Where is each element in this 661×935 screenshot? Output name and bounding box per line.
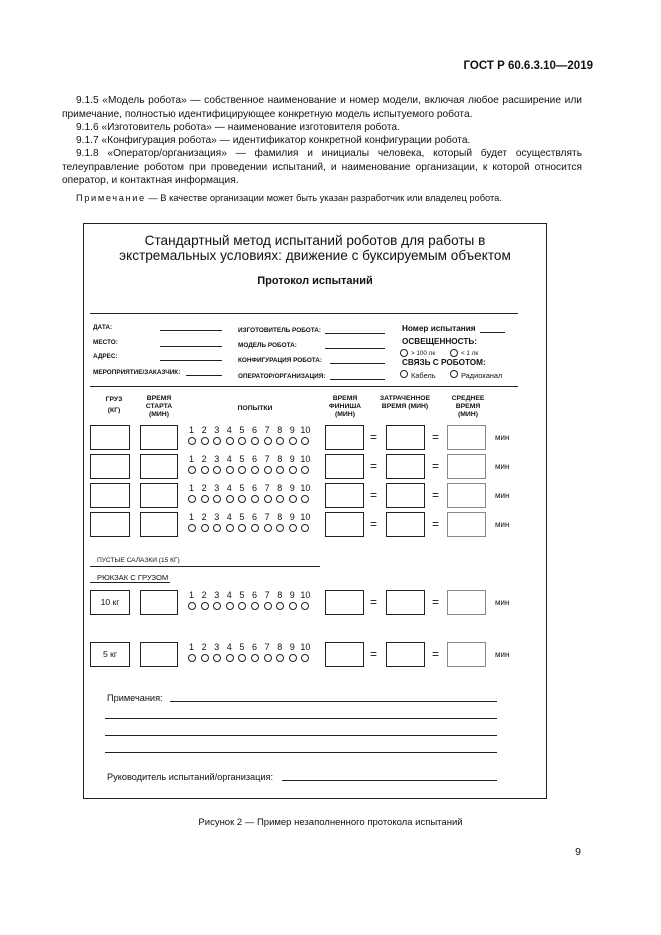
row-10kg-attempt-num: 3 (214, 590, 220, 600)
comm-cable-radio[interactable] (400, 370, 408, 378)
comm-radio-radio[interactable] (450, 370, 458, 378)
row-5kg-finish-box[interactable] (325, 642, 364, 667)
row-10kg-avg-box[interactable] (447, 590, 486, 615)
field-config-label: КОНФИГУРАЦИЯ РОБОТА: (238, 357, 323, 364)
col-cargo-label: ГРУЗ (105, 396, 123, 403)
row-4-unit: мин (495, 520, 510, 529)
paragraph-9-1-7: 9.1.7 «Конфигурация робота» — идентификатор конкретной конфигурации робота. (76, 135, 471, 146)
row-1-start-box[interactable] (140, 425, 178, 450)
row-4-attempt-num: 9 (289, 512, 295, 522)
row-5kg-equals-2: = (432, 647, 440, 661)
remarks-line-1[interactable] (170, 701, 497, 702)
row-4-attempt-num: 7 (264, 512, 270, 522)
row-3-attempt-num: 5 (239, 483, 245, 493)
col-start: ВРЕМЯ СТАРТА (МИН) (145, 395, 173, 418)
comm-label: СВЯЗЬ С РОБОТОМ: (402, 358, 486, 367)
row-10kg-spent-box[interactable] (386, 590, 425, 615)
field-config-line[interactable] (330, 363, 385, 364)
row-1-cargo-box[interactable] (90, 425, 130, 450)
row-4-attempt-circle[interactable] (201, 524, 209, 532)
row-3-attempt-num: 4 (226, 483, 232, 493)
row-3-attempt-circle[interactable] (226, 495, 234, 503)
row-3-attempt-circle[interactable] (188, 495, 196, 503)
protocol-title: Протокол испытаний (257, 275, 373, 287)
row-3-equals-1: = (370, 488, 378, 502)
row-10kg-attempt-num: 4 (226, 590, 232, 600)
row-1-attempt-num: 6 (252, 425, 258, 435)
row-4-start-box[interactable] (140, 512, 178, 537)
row-5kg-cargo-box[interactable]: 5 кг (90, 642, 130, 667)
row-3-attempt-num: 7 (264, 483, 270, 493)
row-2-attempt-num: 9 (289, 454, 295, 464)
comm-radio-label: Радиоканал (461, 371, 503, 380)
row-3-cargo-box[interactable] (90, 483, 130, 508)
row-5kg-attempt-num: 6 (252, 642, 258, 652)
row-3-unit: мин (495, 491, 510, 500)
row-10kg-attempt-circle[interactable] (251, 602, 259, 610)
row-5kg-attempt-circle[interactable] (201, 654, 209, 662)
row-4-attempt-circle[interactable] (251, 524, 259, 532)
col-attempts: ПОПЫТКИ (237, 405, 273, 412)
illum-high-label: > 100 лк (411, 350, 436, 357)
field-model-label: МОДЕЛЬ РОБОТА: (238, 342, 297, 349)
field-operator-label: ОПЕРАТОР/ОРГАНИЗАЦИЯ: (238, 373, 326, 380)
row-10kg-finish-box[interactable] (325, 590, 364, 615)
form-title-line2: экстремальных условиях: движение с буксируемым объектом (119, 248, 511, 263)
row-2-attempt-num: 2 (201, 454, 207, 464)
row-4-attempt-circle[interactable] (226, 524, 234, 532)
row-4-attempt-num: 6 (252, 512, 258, 522)
field-place-label: МЕСТО: (93, 339, 118, 346)
row-5kg-unit: мин (495, 650, 510, 659)
row-1-attempt-num: 1 (189, 425, 195, 435)
col-spent: ЗАТРАЧЕННОЕ ВРЕМЯ (МИН) (379, 395, 431, 410)
row-4-equals-1: = (370, 517, 378, 531)
row-3-attempt-num: 2 (201, 483, 207, 493)
field-date-line[interactable] (160, 330, 222, 331)
row-3-attempt-circle[interactable] (289, 495, 297, 503)
row-2-start-box[interactable] (140, 454, 178, 479)
protocol-form (83, 223, 547, 799)
illumination-label: ОСВЕЩЕННОСТЬ: (402, 337, 477, 346)
row-2-spent-box[interactable] (386, 454, 425, 479)
row-4-avg-box[interactable] (447, 512, 486, 537)
row-2-attempt-circle[interactable] (289, 466, 297, 474)
row-1-attempt-num: 10 (300, 425, 311, 435)
row-1-attempt-num: 8 (277, 425, 283, 435)
row-5kg-attempt-num: 9 (289, 642, 295, 652)
row-3-equals-2: = (432, 488, 440, 502)
row-10kg-cargo-box[interactable]: 10 кг (90, 590, 130, 615)
row-5kg-attempt-num: 4 (226, 642, 232, 652)
remarks-line-3[interactable] (105, 735, 497, 736)
row-1-spent-box[interactable] (386, 425, 425, 450)
row-4-attempt-circle[interactable] (188, 524, 196, 532)
row-1-attempt-circle[interactable] (226, 437, 234, 445)
row-4-attempt-num: 4 (226, 512, 232, 522)
row-2-attempt-num: 3 (214, 454, 220, 464)
row-5kg-attempt-circle[interactable] (226, 654, 234, 662)
row-2-attempt-circle[interactable] (264, 466, 272, 474)
test-number-label: Номер испытания (402, 324, 476, 333)
row-5kg-attempt-num: 8 (277, 642, 283, 652)
field-address-label: АДРЕС: (93, 353, 118, 360)
remarks-line-4[interactable] (105, 752, 497, 753)
row-10kg-attempt-num: 10 (300, 590, 311, 600)
row-1-attempt-num: 4 (226, 425, 232, 435)
row-10kg-attempt-circle[interactable] (201, 602, 209, 610)
field-place-line[interactable] (160, 346, 222, 347)
row-1-attempt-circle[interactable] (289, 437, 297, 445)
figure-caption: Рисунок 2 — Пример незаполненного протокола испытаний (198, 817, 463, 828)
note-text: — В качестве организации может быть указан разработчик или владелец робота. (148, 193, 502, 203)
row-5kg-attempt-num: 3 (214, 642, 220, 652)
row-1-avg-box[interactable] (447, 425, 486, 450)
row-1-equals-2: = (432, 430, 440, 444)
row-2-attempt-num: 4 (226, 454, 232, 464)
row-1-attempt-num: 7 (264, 425, 270, 435)
row-2-attempt-num: 8 (277, 454, 283, 464)
row-1-attempt-circle[interactable] (201, 437, 209, 445)
row-10kg-attempt-num: 1 (189, 590, 195, 600)
row-5kg-attempt-circle[interactable] (251, 654, 259, 662)
field-address-line[interactable] (160, 360, 222, 361)
row-1-attempt-num: 9 (289, 425, 295, 435)
row-5kg-start-box[interactable] (140, 642, 178, 667)
row-5kg-attempt-num: 5 (239, 642, 245, 652)
row-4-finish-box[interactable] (325, 512, 364, 537)
row-3-attempt-circle[interactable] (251, 495, 259, 503)
row-4-attempt-circle[interactable] (289, 524, 297, 532)
row-3-attempt-num: 3 (214, 483, 220, 493)
row-3-avg-box[interactable] (447, 483, 486, 508)
paragraph-9-1-5: 9.1.5 «Модель робота» — собственное наименование и номер модели, включая любое расширение или примечание, полностью идентифицирующее конкретную модель испытуемого робота. (62, 95, 582, 120)
row-10kg-attempt-circle[interactable] (226, 602, 234, 610)
row-1-finish-box[interactable] (325, 425, 364, 450)
row-2-equals-2: = (432, 459, 440, 473)
row-10kg-start-box[interactable] (140, 590, 178, 615)
row-10kg-attempt-num: 2 (201, 590, 207, 600)
test-number-line[interactable] (480, 332, 505, 333)
backpack-label: РЮКЗАК С ГРУЗОМ (97, 573, 169, 582)
standard-header: ГОСТ Р 60.6.3.10—2019 (463, 60, 593, 72)
row-5kg-spent-box[interactable] (386, 642, 425, 667)
row-1-attempt-num: 3 (214, 425, 220, 435)
row-5kg-equals-1: = (370, 647, 378, 661)
row-1-attempt-num: 2 (201, 425, 207, 435)
row-4-attempt-num: 8 (277, 512, 283, 522)
paragraph-9-1-8: 9.1.8 «Оператор/организация» — фамилия и инициалы человека, который будет осуществлять телеуправление роботом при проведении испытаний, и наименование организации, к которой относится оператор, и контактная информация. (62, 148, 582, 187)
row-1-attempt-circle[interactable] (188, 437, 196, 445)
row-3-finish-box[interactable] (325, 483, 364, 508)
row-5kg-attempt-num: 1 (189, 642, 195, 652)
row-3-attempt-num: 6 (252, 483, 258, 493)
col-finish: ВРЕМЯ ФИНИША (МИН) (328, 395, 362, 418)
supervisor-label: Руководитель испытаний/организация: (107, 772, 274, 782)
supervisor-line[interactable] (282, 780, 497, 781)
field-manufacturer-line[interactable] (325, 333, 385, 334)
page-number: 9 (575, 846, 581, 858)
title-rule (90, 313, 518, 314)
note (62, 192, 582, 206)
row-4-attempt-num: 10 (300, 512, 311, 522)
field-event-label: МЕРОПРИЯТИЕ/ЗАКАЗЧИК: (93, 369, 181, 376)
row-1-attempt-num: 5 (239, 425, 245, 435)
field-event-line[interactable] (186, 375, 222, 376)
row-5kg-attempt-circle[interactable] (188, 654, 196, 662)
remarks-line-2[interactable] (105, 718, 497, 719)
backpack-rule (90, 582, 170, 583)
row-4-attempt-num: 3 (214, 512, 220, 522)
row-5kg-attempt-circle[interactable] (289, 654, 297, 662)
row-10kg-attempt-circle[interactable] (289, 602, 297, 610)
remarks-label: Примечания: (107, 693, 163, 703)
row-3-attempt-num: 9 (289, 483, 295, 493)
illum-high-radio[interactable] (400, 349, 408, 357)
note-label: Примечание (76, 193, 146, 203)
row-5kg-attempt-num: 10 (300, 642, 311, 652)
comm-cable-label: Кабель (411, 371, 436, 380)
row-5kg-attempt-num: 2 (201, 642, 207, 652)
row-2-attempt-num: 1 (189, 454, 195, 464)
field-operator-line[interactable] (330, 379, 385, 380)
field-manufacturer-label: ИЗГОТОВИТЕЛЬ РОБОТА: (238, 327, 322, 334)
row-2-finish-box[interactable] (325, 454, 364, 479)
row-1-equals-1: = (370, 430, 378, 444)
illum-low-label: < 1 лк (461, 350, 479, 357)
empty-sled-rule (90, 566, 320, 567)
row-5kg-avg-box[interactable] (447, 642, 486, 667)
fields-rule (90, 386, 518, 387)
row-3-spent-box[interactable] (386, 483, 425, 508)
col-cargo-unit: (КГ) (107, 407, 121, 414)
row-2-attempt-num: 7 (264, 454, 270, 464)
row-1-attempt-circle[interactable] (251, 437, 259, 445)
row-10kg-attempt-num: 8 (277, 590, 283, 600)
row-4-attempt-num: 2 (201, 512, 207, 522)
field-date-label: ДАТА: (93, 324, 113, 331)
row-5kg-attempt-num: 7 (264, 642, 270, 652)
row-10kg-attempt-num: 5 (239, 590, 245, 600)
row-10kg-attempt-circle[interactable] (264, 602, 272, 610)
row-4-equals-2: = (432, 517, 440, 531)
row-2-avg-box[interactable] (447, 454, 486, 479)
row-3-attempt-num: 10 (300, 483, 311, 493)
row-10kg-equals-1: = (370, 595, 378, 609)
row-10kg-attempt-num: 9 (289, 590, 295, 600)
row-2-unit: мин (495, 462, 510, 471)
row-4-attempt-circle[interactable] (264, 524, 272, 532)
row-2-attempt-num: 5 (239, 454, 245, 464)
row-2-cargo-box[interactable] (90, 454, 130, 479)
row-4-attempt-num: 1 (189, 512, 195, 522)
row-4-spent-box[interactable] (386, 512, 425, 537)
row-3-attempt-num: 1 (189, 483, 195, 493)
row-2-attempt-circle[interactable] (201, 466, 209, 474)
row-2-attempt-num: 10 (300, 454, 311, 464)
row-3-attempt-circle[interactable] (201, 495, 209, 503)
row-10kg-attempt-num: 7 (264, 590, 270, 600)
row-10kg-attempt-circle[interactable] (188, 602, 196, 610)
row-3-attempt-circle[interactable] (264, 495, 272, 503)
row-3-attempt-num: 8 (277, 483, 283, 493)
col-cargo (95, 396, 133, 415)
row-4-attempt-num: 5 (239, 512, 245, 522)
row-2-equals-1: = (370, 459, 378, 473)
row-2-attempt-num: 6 (252, 454, 258, 464)
row-2-attempt-circle[interactable] (251, 466, 259, 474)
row-1-attempt-circle[interactable] (264, 437, 272, 445)
row-1-unit: мин (495, 433, 510, 442)
row-2-attempt-circle[interactable] (188, 466, 196, 474)
row-4-cargo-box[interactable] (90, 512, 130, 537)
empty-sled-label: ПУСТЫЕ САЛАЗКИ (15 КГ) (97, 557, 180, 564)
row-2-attempt-circle[interactable] (226, 466, 234, 474)
field-model-line[interactable] (325, 348, 385, 349)
row-10kg-unit: мин (495, 598, 510, 607)
row-10kg-attempt-num: 6 (252, 590, 258, 600)
paragraph-9-1-6: 9.1.6 «Изготовитель робота» — наименование изготовителя робота. (76, 122, 400, 133)
illum-low-radio[interactable] (450, 349, 458, 357)
row-3-start-box[interactable] (140, 483, 178, 508)
row-5kg-attempt-circle[interactable] (264, 654, 272, 662)
col-avg: СРЕДНЕЕ ВРЕМЯ (МИН) (451, 395, 485, 418)
form-title-line1: Стандартный метод испытаний роботов для работы в (144, 233, 486, 248)
row-10kg-equals-2: = (432, 595, 440, 609)
